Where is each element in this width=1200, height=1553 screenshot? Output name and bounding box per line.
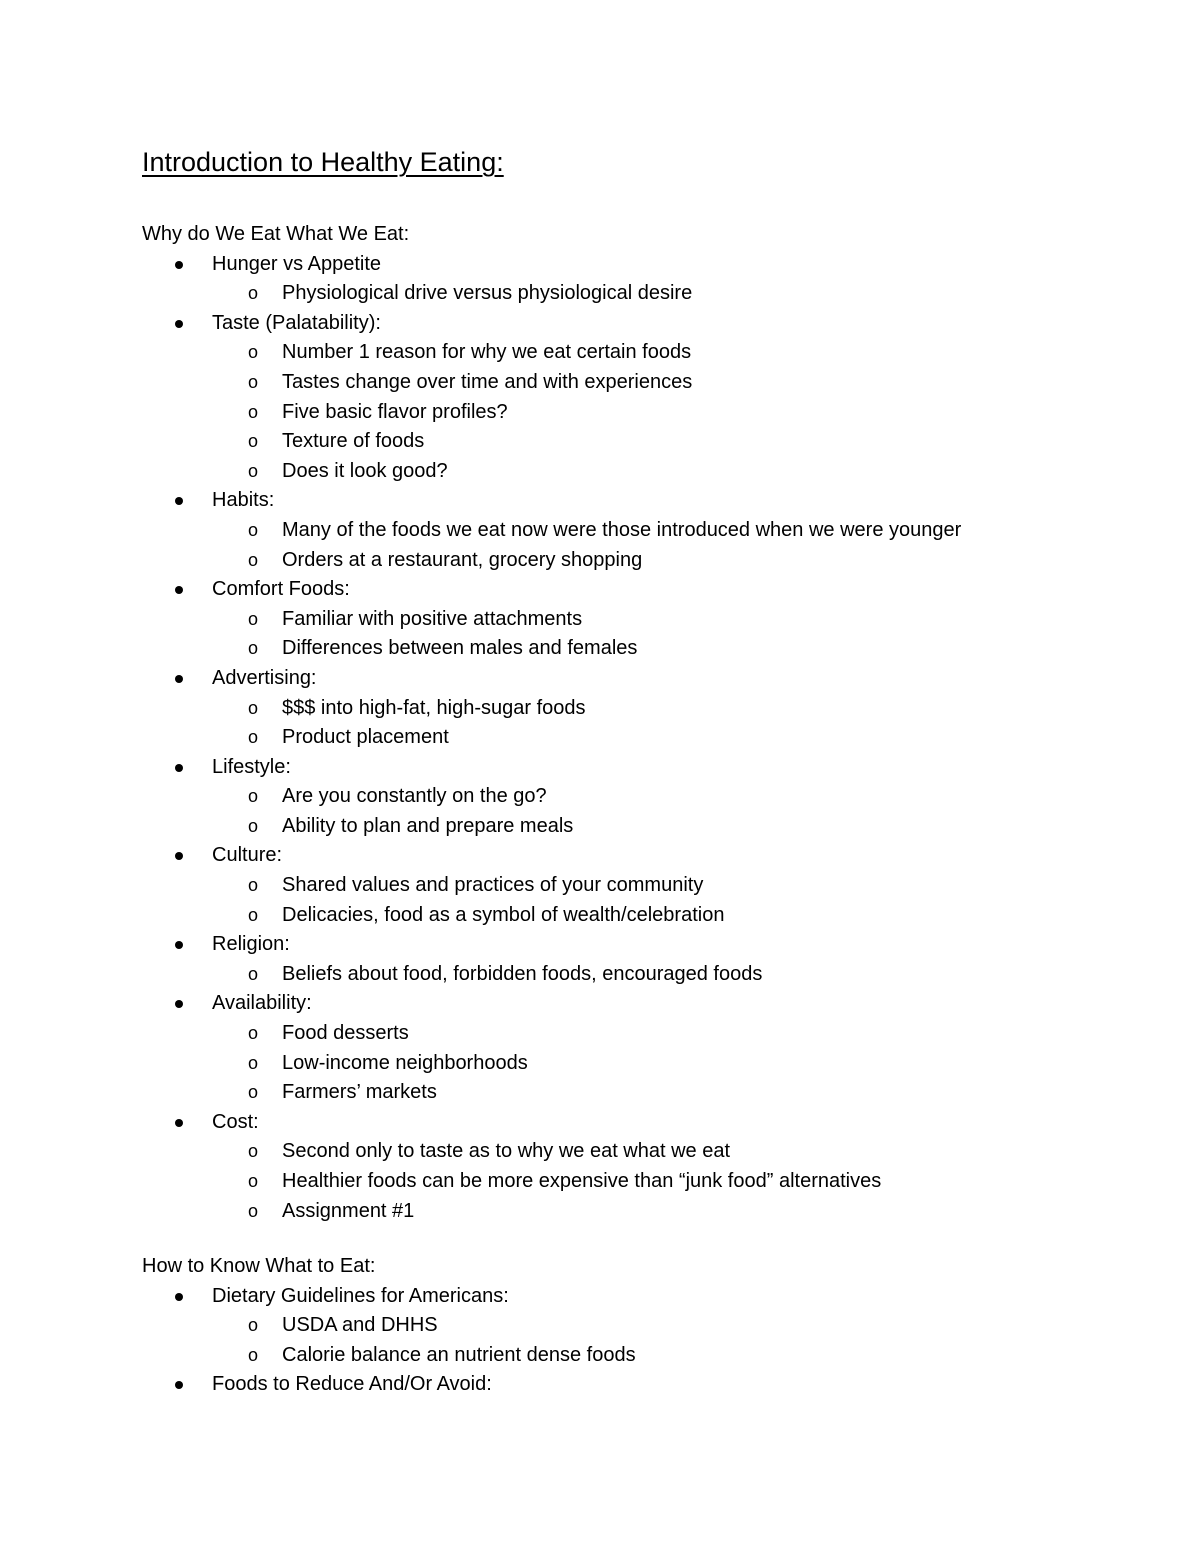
filled-circle-bullet-icon: [175, 675, 183, 683]
section-heading: How to Know What to Eat:: [142, 1255, 376, 1277]
sub-list-item: [0, 1078, 1200, 1108]
hollow-o-bullet-icon: o: [248, 875, 259, 896]
sub-list-item-text: Shared values and practices of your community: [282, 874, 704, 897]
list-item-line: [0, 753, 1200, 783]
sub-list-item: [0, 338, 1200, 368]
sub-list-item: [0, 694, 1200, 724]
sub-list-item-text: Does it look good?: [282, 459, 448, 482]
sub-list-item-text: Physiological drive versus physiological desire: [282, 282, 693, 305]
hollow-o-bullet-icon: o: [248, 1344, 259, 1365]
list-item: [0, 753, 1200, 842]
sub-list-item-text: Delicacies, food as a symbol of wealth/celebration: [282, 903, 725, 926]
list-item-text: Hunger vs Appetite: [212, 252, 381, 275]
sub-list-item-text: Ability to plan and prepare meals: [282, 814, 574, 837]
sub-list-item: [0, 1019, 1200, 1049]
list-item-text: Religion:: [212, 933, 290, 956]
filled-circle-bullet-icon: [175, 1293, 183, 1301]
filled-circle-bullet-icon: [175, 1119, 183, 1127]
list-item-text: Cost:: [212, 1110, 259, 1133]
sub-list-item-text: Second only to taste as to why we eat what we eat: [282, 1140, 731, 1163]
sub-list-item-text: Familiar with positive attachments: [282, 607, 583, 630]
bullet-list: [0, 250, 1200, 1227]
sub-list-item-text: $$$ into high-fat, high-sugar foods: [282, 696, 586, 719]
sub-list-item-text: USDA and DHHS: [282, 1314, 438, 1337]
list-item: [0, 664, 1200, 753]
list-item-text: Taste (Palatability):: [212, 311, 381, 334]
sub-list-item-text: Five basic flavor profiles?: [282, 400, 508, 423]
sub-bullet-list: [0, 694, 1200, 753]
sub-list-item: [0, 634, 1200, 664]
list-item: [0, 486, 1200, 575]
list-item-line: [0, 841, 1200, 871]
list-item-line: [0, 309, 1200, 339]
sub-list-item: [0, 605, 1200, 635]
hollow-o-bullet-icon: o: [248, 608, 259, 629]
hollow-o-bullet-icon: o: [248, 342, 259, 363]
list-item-text: Foods to Reduce And/Or Avoid:: [212, 1373, 492, 1396]
document-title: Introduction to Healthy Eating:: [142, 147, 504, 177]
filled-circle-bullet-icon: [175, 764, 183, 772]
sub-list-item: [0, 1137, 1200, 1167]
hollow-o-bullet-icon: o: [248, 786, 259, 807]
hollow-o-bullet-icon: o: [248, 1171, 259, 1191]
hollow-o-bullet-icon: o: [248, 697, 259, 718]
sub-list-item: [0, 1311, 1200, 1341]
list-item-line: [0, 1282, 1200, 1312]
sub-list-item-text: Low-income neighborhoods: [282, 1051, 528, 1074]
sub-list-item-text: Differences between males and females: [282, 637, 638, 660]
filled-circle-bullet-icon: [175, 1000, 183, 1008]
hollow-o-bullet-icon: o: [248, 371, 259, 392]
filled-circle-bullet-icon: [175, 1381, 183, 1389]
sub-list-item-text: Tastes change over time and with experiences: [282, 370, 693, 393]
list-item: [0, 841, 1200, 930]
sub-bullet-list: [0, 605, 1200, 664]
filled-circle-bullet-icon: [175, 497, 183, 505]
list-item-text: Dietary Guidelines for Americans:: [212, 1284, 509, 1307]
hollow-o-bullet-icon: o: [248, 963, 259, 984]
list-item: [0, 930, 1200, 989]
sub-list-item: [0, 960, 1200, 990]
sub-list-item: [0, 871, 1200, 901]
sub-list-item: [0, 279, 1200, 309]
list-item: [0, 1282, 1200, 1371]
hollow-o-bullet-icon: o: [248, 460, 259, 481]
sub-list-item: [0, 516, 1200, 546]
sub-list-item: [0, 546, 1200, 576]
sub-bullet-list: [0, 960, 1200, 990]
list-item-line: [0, 1108, 1200, 1138]
list-item-text: Habits:: [212, 489, 275, 512]
sub-list-item-text: Beliefs about food, forbidden foods, encouraged foods: [282, 962, 763, 985]
filled-circle-bullet-icon: [175, 586, 183, 594]
filled-circle-bullet-icon: [175, 320, 183, 328]
sub-list-item-text: Food desserts: [282, 1022, 409, 1045]
sub-list-item-text: Texture of foods: [282, 430, 425, 453]
hollow-o-bullet-icon: o: [248, 519, 259, 540]
list-item-line: [0, 575, 1200, 605]
sub-bullet-list: [0, 1311, 1200, 1370]
sub-list-item-text: Many of the foods we eat now were those introduced when we were younger: [282, 518, 962, 541]
hollow-o-bullet-icon: o: [248, 815, 259, 836]
sub-list-item: [0, 723, 1200, 753]
filled-circle-bullet-icon: [175, 941, 183, 949]
hollow-o-bullet-icon: o: [248, 904, 259, 925]
sub-list-item: [0, 1341, 1200, 1371]
hollow-o-bullet-icon: o: [248, 283, 259, 304]
sub-list-item-text: Farmers’ markets: [282, 1081, 437, 1104]
hollow-o-bullet-icon: o: [248, 401, 259, 422]
sub-list-item-text: Assignment #1: [282, 1199, 415, 1222]
list-item: [0, 989, 1200, 1107]
hollow-o-bullet-icon: o: [248, 638, 259, 659]
sub-list-item-text: Calorie balance an nutrient dense foods: [282, 1343, 636, 1366]
filled-circle-bullet-icon: [175, 261, 183, 269]
sub-list-item: [0, 901, 1200, 931]
filled-circle-bullet-icon: [175, 852, 183, 860]
list-item: [0, 309, 1200, 487]
list-item-text: Lifestyle:: [212, 755, 291, 778]
list-item-text: Comfort Foods:: [212, 578, 350, 601]
sub-list-item-text: Are you constantly on the go?: [282, 785, 547, 808]
list-item-line: [0, 250, 1200, 280]
hollow-o-bullet-icon: o: [248, 549, 259, 570]
list-item-line: [0, 1370, 1200, 1400]
hollow-o-bullet-icon: o: [248, 431, 259, 452]
hollow-o-bullet-icon: o: [248, 1315, 259, 1336]
list-item-text: Availability:: [212, 992, 312, 1015]
sub-bullet-list: [0, 782, 1200, 841]
sub-list-item: [0, 812, 1200, 842]
list-item: [0, 1108, 1200, 1226]
hollow-o-bullet-icon: o: [248, 1052, 259, 1073]
list-item-text: Advertising:: [212, 666, 317, 689]
sub-bullet-list: [0, 1019, 1200, 1108]
sub-list-item: [0, 427, 1200, 457]
sub-list-item-text: Orders at a restaurant, grocery shopping: [282, 548, 643, 571]
list-item: [0, 575, 1200, 664]
sub-list-item-text: Healthier foods can be more expensive than “junk food” alternatives: [282, 1170, 882, 1192]
hollow-o-bullet-icon: o: [248, 1141, 259, 1162]
list-item-line: [0, 989, 1200, 1019]
sub-list-item: [0, 457, 1200, 487]
sub-list-item-text: Product placement: [282, 726, 449, 749]
list-item: [0, 250, 1200, 309]
section-heading: Why do We Eat What We Eat:: [142, 223, 410, 245]
sub-bullet-list: [0, 516, 1200, 575]
sub-list-item: [0, 1197, 1200, 1227]
sub-list-item: [0, 398, 1200, 428]
sub-list-item: [0, 1049, 1200, 1079]
hollow-o-bullet-icon: o: [248, 1023, 259, 1044]
sub-bullet-list: [0, 1137, 1200, 1226]
sub-list-item: [0, 368, 1200, 398]
bullet-list: [0, 1282, 1200, 1400]
list-item: [0, 1370, 1200, 1400]
sub-bullet-list: [0, 338, 1200, 486]
sub-list-item: [0, 1167, 1200, 1197]
sub-list-item-text: Number 1 reason for why we eat certain foods: [282, 341, 692, 364]
list-item-line: [0, 930, 1200, 960]
hollow-o-bullet-icon: o: [248, 1082, 259, 1103]
hollow-o-bullet-icon: o: [248, 727, 259, 748]
list-item-line: [0, 486, 1200, 516]
list-item-line: [0, 664, 1200, 694]
sub-bullet-list: [0, 279, 1200, 309]
hollow-o-bullet-icon: o: [248, 1200, 259, 1221]
sub-list-item: [0, 782, 1200, 812]
list-item-text: Culture:: [212, 844, 283, 867]
sub-bullet-list: [0, 871, 1200, 930]
